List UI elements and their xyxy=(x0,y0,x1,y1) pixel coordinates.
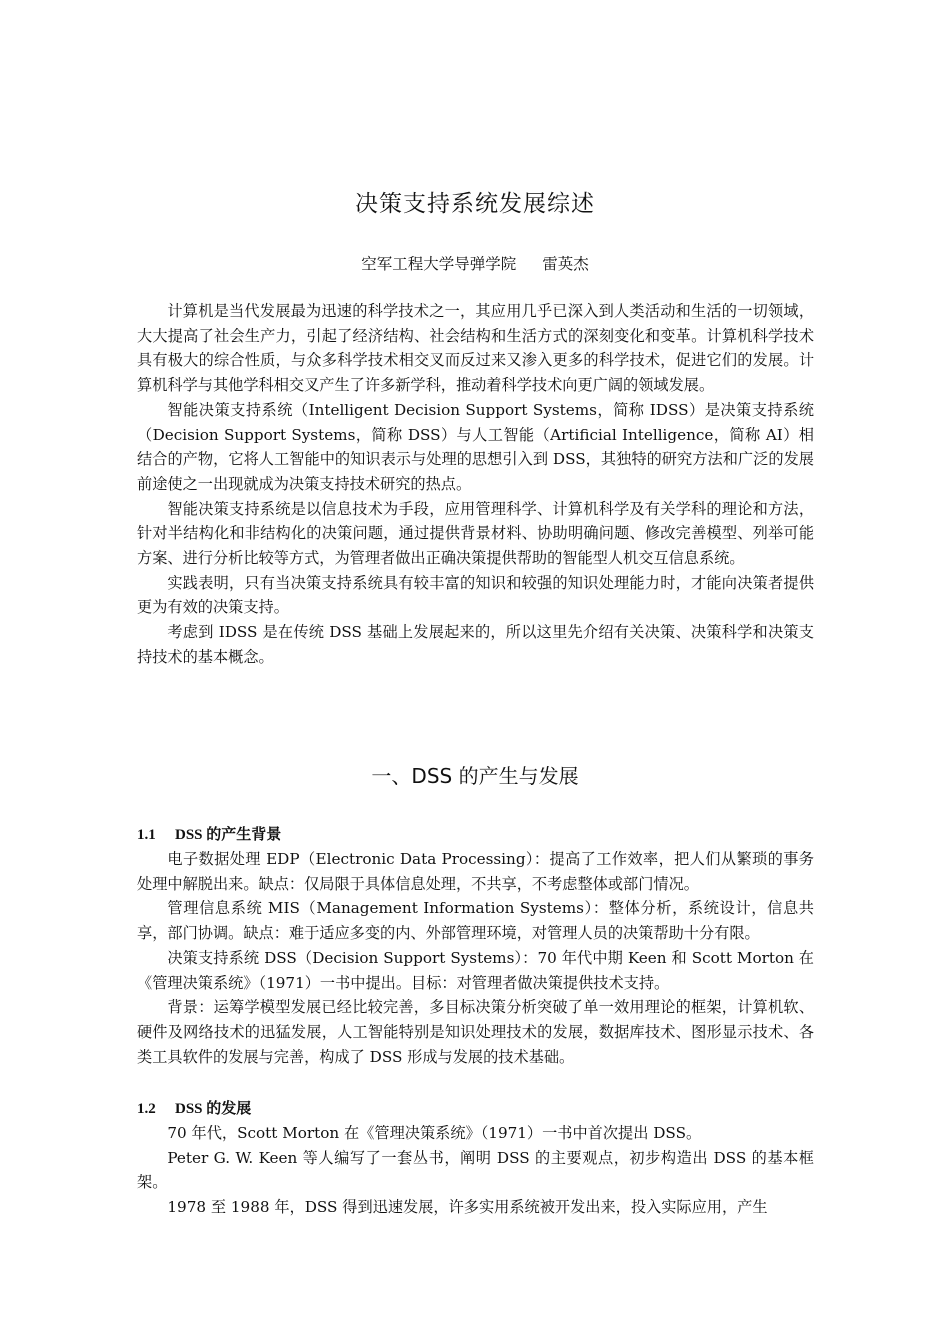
subsection-number: 1.1 xyxy=(137,827,156,843)
body-paragraph: 背景：运筹学模型发展已经比较完善，多目标决策分析突破了单一效用理论的框架，计算机软、硬件及网络技术的迅猛发展，人工智能特别是知识处理技术的发展，数据库技术、图形显示技术、各类工具软件的发展与完善，构成了 DSS 形成与发展的技术基础。 xyxy=(137,998,814,1066)
body-paragraph: Peter G. W. Keen 等人编写了一套丛书，阐明 DSS 的主要观点，初步构造出 DSS 的基本框架。 xyxy=(137,1148,814,1192)
body-paragraph: 管理信息系统 MIS（Management Information Systems）：整体分析，系统设计，信息共享，部门协调。缺点：难于适应多变的内、外部管理环境，对管理人员的决策帮助十分有限。 xyxy=(137,899,814,943)
author-name: 雷英杰 xyxy=(542,255,589,273)
intro-section xyxy=(137,299,814,670)
intro-paragraph: 智能决策支持系统是以信息技术为手段，应用管理科学、计算机科学及有关学科的理论和方法，针对半结构化和非结构化的决策问题，通过提供背景材料、协助明确问题、修改完善模型、列举可能方案、进行分析比较等方式，为管理者做出正确决策提供帮助的智能型人机交互信息系统。 xyxy=(137,499,814,568)
subsection-heading xyxy=(137,1097,251,1118)
intro-paragraph: 实践表明，只有当决策支持系统具有较丰富的知识和较强的知识处理能力时，才能向决策者提供更为有效的决策支持。 xyxy=(137,573,814,617)
body-paragraph: 决策支持系统 DSS（Decision Support Systems）：70 年代中期 Keen 和 Scott Morton 在《管理决策系统》（1971）一书中提出。目标：对管理者做决策提供技术支持。 xyxy=(137,948,814,992)
subsection-number: 1.2 xyxy=(137,1101,156,1117)
section-heading: 一、DSS 的产生与发展 xyxy=(371,764,579,788)
intro-paragraph: 考虑到 IDSS 是在传统 DSS 基础上发展起来的，所以这里先介绍有关决策、决策科学和决策支持技术的基本概念。 xyxy=(137,623,814,666)
subsection-body xyxy=(137,847,814,1069)
subsection-title: DSS 的产生背景 xyxy=(175,827,282,843)
intro-paragraph: 智能决策支持系统（Intelligent Decision Support Systems，简称 IDSS）是决策支持系统（Decision Support Systems，简称 DSS）与人工智能（Artificial Intelligence，简称 AI）相结合的产物，它将人工智能中的知识表示与处理的思想引入到 DSS，其独特的研究方法和广泛的发展前途使之一出现就成为决策支持技术研究的热点。 xyxy=(137,400,814,493)
paper-title: 决策支持系统发展综述 xyxy=(355,191,595,217)
subsection-title: DSS 的发展 xyxy=(175,1101,252,1117)
subsection-body xyxy=(137,1121,814,1220)
intro-paragraph: 计算机是当代发展最为迅速的科学技术之一，其应用几乎已深入到人类活动和生活的一切领域，大大提高了社会生产力，引起了经济结构、社会结构和生活方式的深刻变化和变革。计算机科学技术具有极大的综合性质，与众多科学技术相交叉而反过来又渗入更多的科学技术，促进它们的发展。计算机科学与其他学科相交叉产生了许多新学科，推动着科学技术向更广阔的领域发展。 xyxy=(137,302,814,395)
body-paragraph: 电子数据处理 EDP（Electronic Data Processing）：提高了工作效率，把人们从繁琐的事务处理中解脱出来。缺点：仅局限于具体信息处理，不共享，不考虑整体或部门情况。 xyxy=(137,850,814,893)
subsection-heading xyxy=(137,823,281,844)
author-affiliation: 空军工程大学导弹学院 xyxy=(361,255,517,273)
author-line xyxy=(0,252,950,274)
body-paragraph: 1978 至 1988 年，DSS 得到迅速发展，许多实用系统被开发出来，投入实际应用，产生 xyxy=(167,1198,768,1217)
body-paragraph: 70 年代，Scott Morton 在《管理决策系统》（1971）一书中首次提出 DSS。 xyxy=(167,1124,702,1142)
